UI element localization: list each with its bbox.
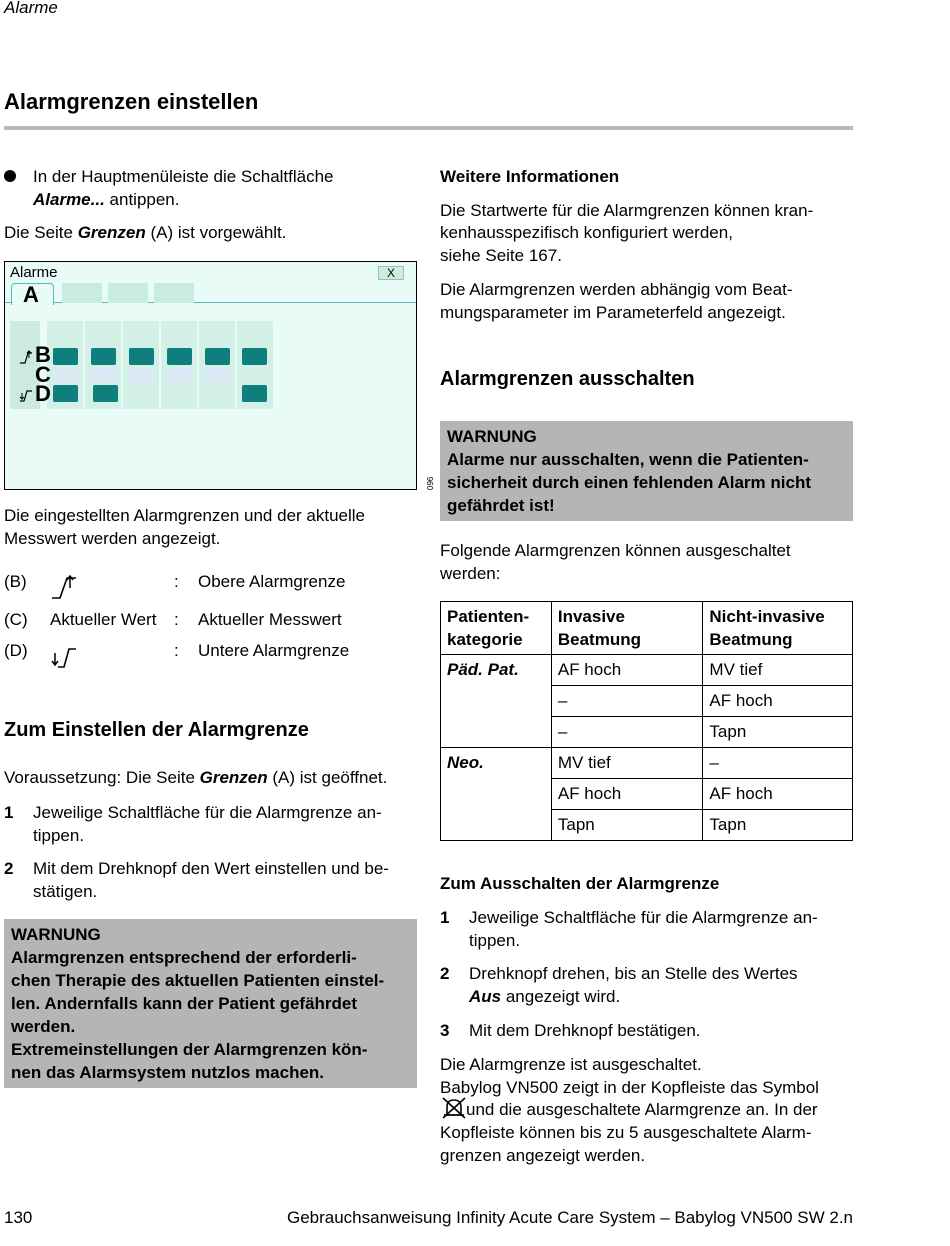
upper-limit-button[interactable] [205, 348, 230, 365]
current-value [91, 368, 116, 382]
category-cell: Päd. Pat. [441, 655, 552, 748]
param-column [123, 321, 159, 409]
upper-limit-button[interactable] [167, 348, 192, 365]
header-line: Patienten- [447, 607, 530, 626]
set-limit-heading: Zum Einstellen der Alarmgrenze [4, 719, 309, 741]
legend-mid-c: Aktueller Wert [50, 610, 157, 629]
alarme-button-ref: Alarme... [33, 190, 105, 209]
lower-limit-icon [19, 389, 33, 406]
lower-limit-button[interactable] [93, 385, 118, 402]
footer-document-title: Gebrauchsanweisung Infinity Acute Care System – Babylog VN500 SW 2.n [286, 1208, 853, 1227]
current-value [129, 368, 154, 382]
final-line: und die ausgeschaltete Alarmgrenze an. In der [466, 1100, 818, 1119]
category-cell: Neo. [441, 748, 552, 841]
figure-code: 096 [426, 476, 435, 490]
current-value [167, 368, 192, 382]
title-rule [4, 126, 853, 130]
bullet-rest: antippen. [104, 190, 180, 209]
final-line: Babylog VN500 zeigt in der Kopfleiste das Symbol [440, 1078, 819, 1097]
grenzen-ref: Grenzen [199, 768, 268, 787]
table-cell: AF hoch [703, 779, 853, 810]
prereq-post: (A) ist geöffnet. [267, 768, 388, 787]
figure-window-title: Alarme [10, 264, 58, 281]
lower-limit-button[interactable] [53, 385, 78, 402]
step-text: Drehknopf drehen, bis an Stelle des Wertes [469, 964, 798, 983]
follow-line: Folgende Alarmgrenzen können ausgeschaltet [440, 541, 791, 560]
step-text: tippen. [33, 826, 85, 845]
step-text: Mit dem Drehknopf bestätigen. [469, 1021, 701, 1040]
step-number: 1 [440, 908, 450, 927]
upper-limit-icon [50, 574, 78, 606]
legend-sep: : [174, 610, 179, 629]
step-number: 3 [440, 1021, 450, 1040]
bullet-line1: In der Hauptmenüleiste die Schaltfläche [33, 167, 334, 186]
grenzen-ref: Grenzen [77, 223, 146, 242]
info-line: kenhausspezifisch konfiguriert werden, [440, 223, 733, 242]
page-preselected [4, 221, 287, 244]
table-cell: AF hoch [551, 655, 703, 686]
final-line: Kopfleiste können bis zu 5 ausgeschaltete Alarm- [440, 1123, 812, 1142]
page-title: Alarmgrenzen einstellen [4, 89, 259, 114]
legend-text-b: Obere Alarmgrenze [198, 572, 346, 591]
desc-line1: Die eingestellten Alarmgrenzen und der aktuelle [4, 506, 366, 525]
tab-4[interactable] [154, 283, 194, 303]
warning-line: werden. [11, 1017, 76, 1036]
upper-limit-button[interactable] [53, 348, 78, 365]
desc-line2: Messwert werden angezeigt. [4, 529, 221, 548]
table-row [441, 748, 853, 779]
page-number: 130 [4, 1208, 33, 1227]
aus-ref: Aus [469, 987, 502, 1006]
step-number: 2 [440, 964, 450, 983]
step-number: 2 [4, 859, 14, 878]
table-cell: – [703, 748, 853, 779]
alarm-limits-figure [4, 261, 417, 490]
warning-line: len. Andernfalls kann der Patient gefährdet [11, 994, 358, 1013]
param-column [199, 321, 235, 409]
step-text: tippen. [469, 931, 521, 950]
tab-grenzen[interactable] [11, 283, 54, 305]
header-line: Beatmung [709, 630, 793, 649]
legend-sep: : [174, 641, 179, 660]
table-header-row [441, 602, 853, 655]
table-row [441, 655, 853, 686]
page-pre: Die Seite [4, 223, 78, 242]
legend-text-d: Untere Alarmgrenze [198, 641, 350, 660]
current-value [53, 368, 78, 382]
warning-line: Alarmgrenzen entsprechend der erforderli- [11, 948, 357, 967]
table-cell: AF hoch [703, 686, 853, 717]
switch-off-heading: Alarmgrenzen ausschalten [440, 368, 695, 390]
table-cell: Tapn [551, 810, 703, 841]
current-value [205, 368, 230, 382]
info2-line: mungsparameter im Parameterfeld angezeigt. [440, 303, 786, 322]
warning-line: nen das Alarmsystem nutzlos machen. [11, 1063, 325, 1082]
label-a: A [23, 282, 39, 307]
tab-2[interactable] [62, 283, 102, 303]
param-column [161, 321, 197, 409]
header-line: Beatmung [557, 630, 641, 649]
bullet-line2 [33, 188, 180, 211]
label-d: D [35, 381, 51, 406]
table-header [551, 602, 703, 655]
label-b: B [35, 342, 51, 367]
upper-limit-icon [19, 350, 33, 367]
table-cell: – [551, 686, 703, 717]
warning-line: sicherheit durch einen fehlenden Alarm nicht [447, 473, 811, 492]
tab-3[interactable] [108, 283, 148, 303]
step-text: Jeweilige Schaltfläche für die Alarmgrenze an- [469, 908, 818, 927]
step-number: 1 [4, 803, 14, 822]
header-line: Invasive [557, 607, 625, 626]
legend-key-d: (D) [4, 641, 28, 660]
warning-line: gefährdet ist! [447, 496, 555, 515]
table-header [441, 602, 552, 655]
header-line: Nicht-invasive [709, 607, 825, 626]
info2-line: Die Alarmgrenzen werden abhängig vom Beat- [440, 280, 793, 299]
legend-text-c: Aktueller Messwert [198, 610, 342, 629]
step-text: Mit dem Drehknopf den Wert einstellen und be- [33, 859, 389, 878]
warning-line: Extremeinstellungen der Alarmgrenzen kön- [11, 1040, 368, 1059]
final-line: grenzen angezeigt werden. [440, 1146, 646, 1165]
upper-limit-button[interactable] [242, 348, 267, 365]
upper-limit-button[interactable] [129, 348, 154, 365]
legend-sep: : [174, 572, 179, 591]
table-cell: Tapn [703, 810, 853, 841]
close-button[interactable]: X [378, 266, 404, 280]
step-text: Jeweilige Schaltfläche für die Alarmgrenze an- [33, 803, 382, 822]
follow-line: werden: [440, 564, 501, 583]
warning-box [4, 919, 417, 1088]
table-cell: MV tief [703, 655, 853, 686]
bullet-dot [4, 170, 16, 182]
info-heading: Weitere Informationen [440, 167, 620, 186]
warning-line: chen Therapie des aktuellen Patienten einstel- [11, 971, 385, 990]
page-post: (A) ist vorgewählt. [145, 223, 287, 242]
info-line: siehe Seite 167. [440, 246, 562, 265]
legend-key-b: (B) [4, 572, 27, 591]
switch-off-subheading: Zum Ausschalten der Alarmgrenze [440, 874, 720, 893]
lower-limit-icon [50, 645, 78, 677]
table-cell: MV tief [551, 748, 703, 779]
switchable-limits-table [440, 601, 853, 841]
prerequisite [4, 766, 387, 789]
table-cell: Tapn [703, 717, 853, 748]
upper-limit-button[interactable] [91, 348, 116, 365]
step-text-rest: angezeigt wird. [501, 987, 621, 1006]
legend-key-c: (C) [4, 610, 28, 629]
running-header: Alarme [4, 0, 58, 17]
table-cell: AF hoch [551, 779, 703, 810]
table-header [703, 602, 853, 655]
final-line: Die Alarmgrenze ist ausgeschaltet. [440, 1055, 702, 1074]
header-line: kategorie [447, 630, 523, 649]
step-text: stätigen. [33, 882, 98, 901]
prereq-pre: Voraussetzung: Die Seite [4, 768, 200, 787]
step-text [469, 985, 620, 1008]
info-line: Die Startwerte für die Alarmgrenzen können kran- [440, 201, 814, 220]
lower-limit-button[interactable] [242, 385, 267, 402]
warning-box [440, 421, 853, 521]
warning-label: WARNUNG [447, 427, 537, 446]
warning-line: Alarme nur ausschalten, wenn die Patienten- [447, 450, 809, 469]
table-cell: – [551, 717, 703, 748]
warning-label: WARNUNG [11, 925, 101, 944]
label-c: C [35, 362, 51, 387]
